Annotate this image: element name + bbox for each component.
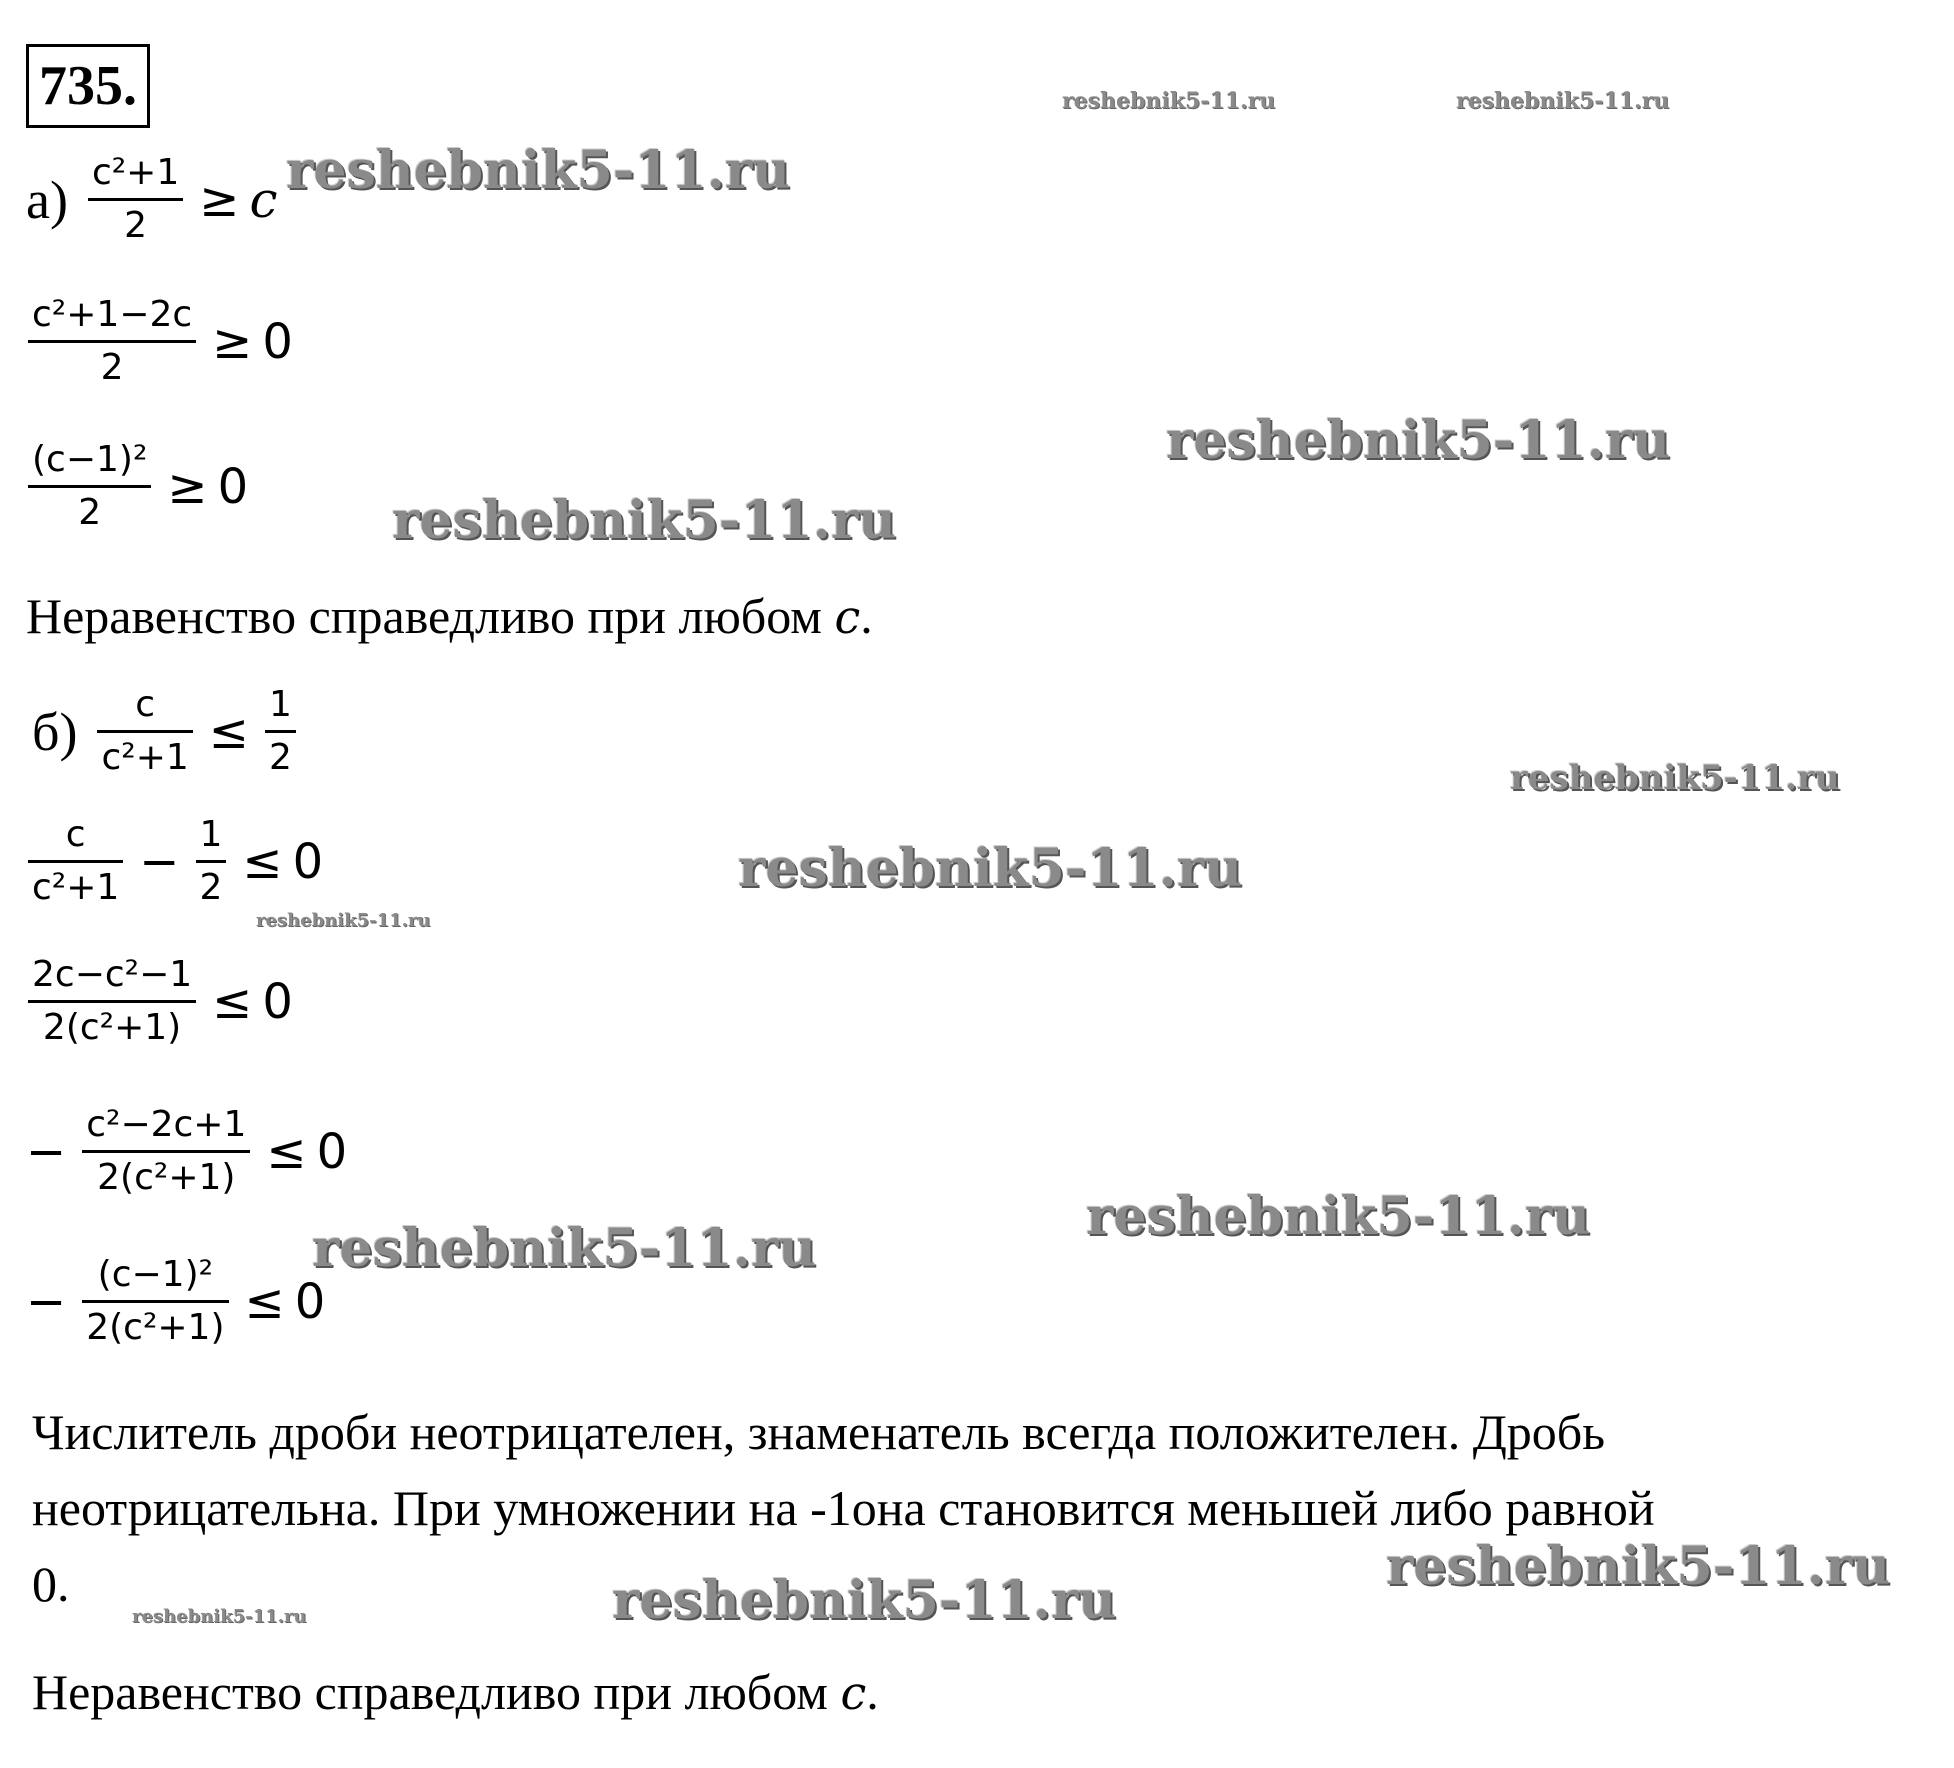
part-b-explanation-1: Числитель дроби неотрицателен, знаменатель всегда положителен. Дробь	[32, 1404, 1606, 1460]
fraction	[28, 950, 196, 1053]
relation: ≥	[199, 171, 240, 228]
rhs: 0	[316, 1123, 348, 1180]
watermark: reshebnik5-11.ru	[392, 490, 897, 551]
numerator: 1	[268, 684, 292, 725]
numerator: 1	[199, 814, 223, 855]
numerator: c²+1	[91, 152, 180, 193]
relation: ≤	[244, 1273, 285, 1330]
watermark: reshebnik5-11.ru	[1086, 1186, 1591, 1247]
denominator: 2	[78, 492, 102, 533]
relation: ≤	[208, 703, 249, 760]
rhs: 0	[217, 458, 249, 515]
numerator: c	[65, 814, 86, 855]
part-b-line-5	[26, 1250, 325, 1353]
part-b-line-1	[32, 680, 302, 783]
rhs: c	[249, 170, 278, 229]
negative-sign: −	[26, 1123, 67, 1180]
watermark: reshebnik5-11.ru	[1166, 410, 1671, 471]
fraction	[196, 810, 227, 913]
part-a-label: а)	[26, 169, 68, 230]
fraction	[28, 435, 151, 538]
relation: ≥	[167, 458, 208, 515]
fraction	[88, 148, 183, 251]
denominator: 2	[199, 867, 223, 908]
numerator: (c−1)²	[32, 439, 148, 480]
rhs: 0	[292, 833, 324, 890]
fraction	[82, 1250, 228, 1353]
part-a-line-3	[22, 435, 248, 538]
part-a-line-2	[22, 290, 293, 393]
part-a-conclusion	[26, 578, 873, 654]
watermark: reshebnik5-11.ru	[738, 838, 1243, 899]
denominator: c²+1	[32, 867, 120, 908]
watermark: reshebnik5-11.ru	[1386, 1536, 1891, 1597]
rhs: 0	[262, 973, 293, 1030]
fraction	[28, 810, 123, 913]
numerator: c²+1−2c	[32, 294, 193, 335]
watermark: reshebnik5-11.ru	[612, 1570, 1117, 1631]
part-b-line-4	[26, 1100, 347, 1203]
denominator: 2	[124, 205, 148, 246]
denominator: 2	[100, 347, 124, 388]
relation: ≤	[242, 833, 283, 890]
watermark: reshebnik5-11.ru	[1456, 88, 1670, 114]
numerator: (c−1)²	[97, 1254, 214, 1295]
watermark: reshebnik5-11.ru	[256, 910, 431, 931]
rhs: 0	[262, 313, 293, 370]
denominator: c²+1	[101, 737, 189, 778]
watermark: reshebnik5-11.ru	[1062, 88, 1276, 114]
relation: ≤	[266, 1123, 307, 1180]
part-b-explanation-2: неотрицательна. При умножении на -1она становится меньшей либо равной	[32, 1480, 1655, 1536]
rhs: 0	[294, 1273, 326, 1330]
denominator: 2(c²+1)	[42, 1007, 182, 1048]
fraction	[265, 680, 296, 783]
part-b-conclusion	[32, 1654, 879, 1730]
problem-number: 735.	[26, 44, 150, 128]
watermark: reshebnik5-11.ru	[312, 1218, 817, 1279]
part-b-label: б)	[32, 701, 78, 762]
denominator: 2(c²+1)	[86, 1307, 225, 1348]
part-b-line-2	[22, 810, 323, 913]
part-a-line-1	[26, 148, 277, 251]
conclusion-var: c	[834, 590, 861, 644]
denominator: 2(c²+1)	[97, 1157, 236, 1198]
part-b-explanation-3: 0.	[32, 1556, 70, 1612]
conclusion-text: Неравенство справедливо при любом	[32, 1664, 841, 1720]
fraction	[82, 1100, 250, 1203]
watermark: reshebnik5-11.ru	[132, 1606, 307, 1627]
negative-sign: −	[26, 1273, 67, 1330]
relation: ≤	[212, 973, 253, 1030]
part-b-line-3	[22, 950, 293, 1053]
conclusion-var: c	[840, 1666, 867, 1720]
minus-sign: −	[139, 833, 180, 890]
watermark: reshebnik5-11.ru	[1510, 758, 1840, 798]
conclusion-end: .	[866, 1664, 879, 1720]
conclusion-text: Неравенство справедливо при любом	[26, 588, 835, 644]
numerator: c²−2c+1	[86, 1104, 247, 1145]
numerator: c	[135, 684, 156, 725]
denominator: 2	[268, 737, 292, 778]
fraction	[28, 290, 196, 393]
conclusion-end: .	[860, 588, 873, 644]
relation: ≥	[212, 313, 253, 370]
numerator: 2c−c²−1	[32, 954, 193, 995]
fraction	[97, 680, 192, 783]
watermark: reshebnik5-11.ru	[286, 140, 791, 201]
